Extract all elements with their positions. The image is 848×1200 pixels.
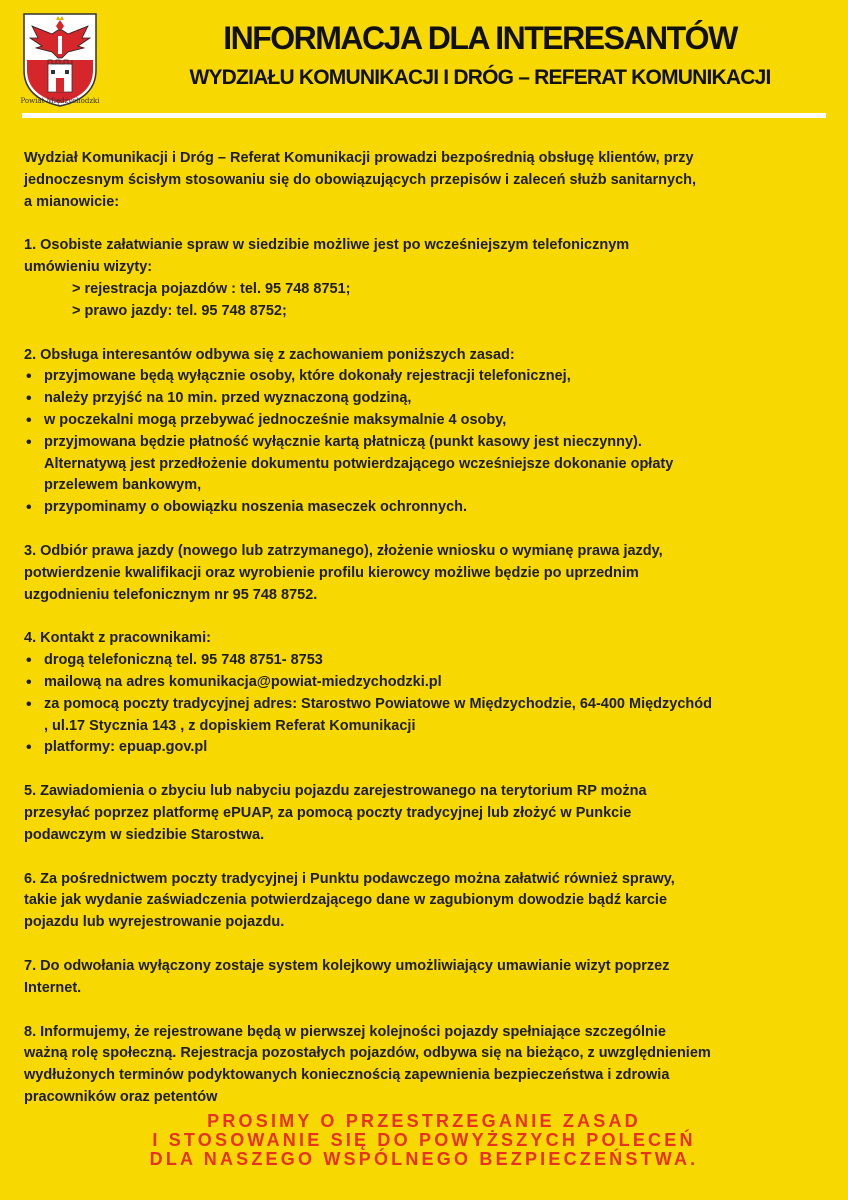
text-line: pracowników oraz petentów (24, 1088, 218, 1105)
section-2 (24, 345, 824, 519)
footer-appeal (0, 1112, 848, 1169)
text-line: podawczym w siedzibie Starostwa. (24, 826, 265, 843)
section-8 (24, 1022, 824, 1109)
list-item: • należy przyjść na 10 min. przed wyznaczoną godziną, (24, 388, 824, 410)
powiat-crest-logo (22, 12, 98, 108)
text-line: • za pomocą poczty tradycyjnej adres: Starostwo Powiatowe w Międzychodzie, 64-400 Międzychód (44, 695, 712, 712)
list-item: • przyjmowane będą wyłącznie osoby, które dokonały rejestracji telefonicznej, (24, 366, 824, 388)
header-divider (22, 113, 826, 118)
section-heading: 2. Obsługa interesantów odbywa się z zachowaniem poniższych zasad: (24, 346, 515, 363)
notice-body (24, 148, 824, 1109)
crest-label: Powiat Międzychodzki (20, 97, 100, 105)
text-line: 7. Do odwołania wyłączony zostaje system kolejkowy umożliwiający umawianie wizyt poprzez (24, 957, 670, 974)
section-3 (24, 541, 824, 606)
phone-driving-license: > prawo jazdy: tel. 95 748 8752; (72, 302, 287, 319)
text-line: 1. Osobiste załatwianie spraw w siedzibie możliwe jest po wcześniejszym telefonicznym (24, 237, 630, 254)
list-item: • przypominamy o obowiązku noszenia maseczek ochronnych. (24, 497, 824, 519)
section-6 (24, 869, 824, 934)
text-line: 8. Informujemy, że rejestrowane będą w pierwszej kolejności pojazdy spełniające szczególnie (24, 1023, 666, 1040)
footer-line: I STOSOWANIE SIĘ DO POWYŻSZYCH POLECEŃ (152, 1130, 696, 1150)
header (0, 0, 848, 120)
rules-list (24, 366, 824, 519)
text-line: 3. Odbiór prawa jazdy (nowego lub zatrzymanego), złożenie wniosku o wymianę prawa jazdy, (24, 542, 663, 559)
list-item: • drogą telefoniczną tel. 95 748 8751- 8753 (24, 650, 824, 672)
list-item: • w poczekalni mogą przebywać jednocześnie maksymalnie 4 osoby, (24, 410, 824, 432)
intro-paragraph (24, 148, 824, 213)
text-line: Alternatywą jest przedłożenie dokumentu potwierdzającego wcześniejsze dokonanie opłaty (44, 455, 674, 472)
page-title: INFORMACJA DLA INTERESANTÓW (223, 20, 737, 56)
section-5 (24, 781, 824, 846)
list-item[interactable] (24, 737, 824, 759)
text-line: takie jak wydanie zaświadczenia potwierdzającego dane w zagubionym dowodzie bądź karcie (24, 892, 668, 909)
text-line: przesyłać poprzez platformę ePUAP, za pomocą poczty tradycyjnej lub złożyć w Punkcie (24, 804, 632, 821)
text-line: przelewem bankowym, (44, 477, 202, 494)
list-item (24, 694, 824, 738)
section-7 (24, 956, 824, 1000)
email-link[interactable]: mailową na adres komunikacja@powiat-miedzychodzki.pl (44, 673, 442, 690)
text-line: 5. Zawiadomienia o zbyciu lub nabyciu pojazdu zarejestrowanego na terytorium RP można (24, 783, 647, 800)
section-4 (24, 628, 824, 759)
epuap-link[interactable]: platformy: epuap.gov.pl (44, 739, 208, 756)
text-line: Wydział Komunikacji i Dróg – Referat Komunikacji prowadzi bezpośrednią obsługę klientów, przy (24, 150, 694, 166)
text-line: potwierdzenie kwalifikacji oraz wyrobienie profilu kierowcy możliwe będzie po uprzednim (24, 564, 639, 581)
text-line: , ul.17 Stycznia 143 , z dopiskiem Referat Komunikacji (44, 717, 416, 734)
text-line: ważną rolę społeczną. Rejestracja pozostałych pojazdów, odbywa się na bieżąco, z uwzględnieniem (24, 1045, 711, 1062)
text-line: jednoczesnym ścisłym stosowaniu się do obowiązujących przepisów i zaleceń służb sanitarnych, (24, 171, 697, 188)
text-line: a mianowicie: (24, 193, 120, 210)
list-item[interactable] (24, 672, 824, 694)
page-subtitle: WYDZIAŁU KOMUNIKACJI I DRÓG – REFERAT KOMUNIKACJI (189, 66, 771, 89)
text-line: • przyjmowana będzie płatność wyłącznie kartą płatniczą (punkt kasowy jest nieczynny). (44, 433, 642, 450)
list-item (24, 432, 824, 497)
text-line: 6. Za pośrednictwem poczty tradycyjnej i Punktu podawczego można załatwić również sprawy, (24, 870, 675, 887)
section-1 (24, 235, 824, 322)
footer-line: DLA NASZEGO WSPÓLNEGO BEZPIECZEŃSTWA. (149, 1149, 699, 1169)
text-line: pojazdu lub wyrejestrowanie pojazdu. (24, 914, 285, 931)
section-heading: 4. Kontakt z pracownikami: (24, 630, 211, 647)
text-line: wydłużonych terminów podyktowanych koniecznością zapewnienia bezpieczeństwa i zdrowia (24, 1067, 670, 1084)
phone-registration: > rejestracja pojazdów : tel. 95 748 8751; (72, 280, 351, 297)
footer-line: PROSIMY O PRZESTRZEGANIE ZASAD (207, 1111, 641, 1131)
text-line: umówieniu wizyty: (24, 259, 153, 276)
contact-list (24, 650, 824, 759)
text-line: uzgodnieniu telefonicznym nr 95 748 8752. (24, 586, 318, 603)
text-line: Internet. (24, 979, 82, 996)
